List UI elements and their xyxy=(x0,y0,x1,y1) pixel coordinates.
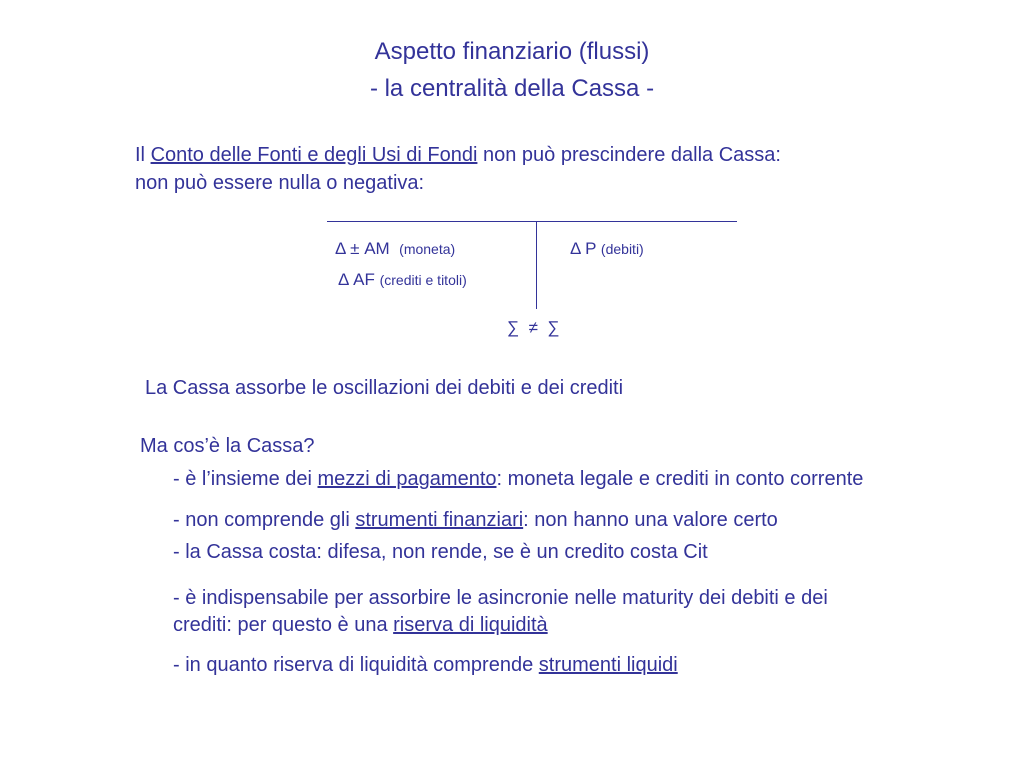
bullet-strumenti-suffix: : non hanno una valore certo xyxy=(523,509,778,531)
bullet-indispensabile-line1: - è indispensabile per assorbire le asincronie nelle maturity dei debiti e dei xyxy=(173,587,828,609)
intro-line1 xyxy=(135,143,781,167)
bullet-costo: - la Cassa costa: difesa, non rende, se è un credito costa Cit xyxy=(173,541,708,563)
bullet-indispensabile-line2 xyxy=(173,613,548,637)
slide-title-line1: Aspetto finanziario (flussi) xyxy=(374,38,650,65)
absorbs-statement: La Cassa assorbe le oscillazioni dei debiti e dei crediti xyxy=(145,377,624,399)
delta-am-note: (moneta) xyxy=(399,241,456,257)
intro-suffix: non può prescindere dalla Cassa: xyxy=(477,144,781,166)
bullet-mezzi-suffix: : moneta legale e crediti in conto corrente xyxy=(496,468,864,490)
bullet-mezzi-prefix: - è l’insieme dei xyxy=(173,468,318,490)
bullet-riserva-prefix: - in quanto riserva di liquidità comprende xyxy=(173,654,539,676)
delta-p-note: (debiti) xyxy=(600,241,644,257)
mezzi-pagamento-link[interactable]: mezzi di pagamento xyxy=(317,468,497,490)
riserva-liquidita-link[interactable]: riserva di liquidità xyxy=(393,614,548,636)
taccount-left-row2 xyxy=(338,269,467,291)
bullet-indispensabile-prefix: crediti: per questo è una xyxy=(173,614,394,636)
bullet-strumenti-prefix: - non comprende gli xyxy=(173,509,356,531)
bullet-mezzi xyxy=(173,467,863,491)
intro-line2: non può essere nulla o negativa: xyxy=(135,172,425,194)
taccount-right-row1 xyxy=(570,238,644,260)
bullet-strumenti xyxy=(173,508,778,532)
strumenti-finanziari-link[interactable]: strumenti finanziari xyxy=(355,509,524,531)
strumenti-liquidi-link[interactable]: strumenti liquidi xyxy=(538,654,678,676)
delta-af-note: (crediti e titoli) xyxy=(379,272,467,288)
taccount-top-rule xyxy=(327,221,737,222)
intro-prefix: Il xyxy=(135,144,151,166)
delta-am-symbol: Δ ± AM xyxy=(335,239,390,258)
sum-inequality: ∑ ≠ ∑ xyxy=(507,318,560,337)
slide-title-line2: - la centralità della Cassa - xyxy=(369,75,655,102)
question-heading: Ma cos’è la Cassa? xyxy=(140,435,315,457)
bullet-riserva xyxy=(173,653,678,677)
conto-fonti-link[interactable]: Conto delle Fonti e degli Usi di Fondi xyxy=(150,144,478,166)
delta-p-symbol: Δ P xyxy=(570,239,597,258)
taccount-divider xyxy=(536,221,537,309)
delta-af-symbol: Δ AF xyxy=(338,270,375,289)
taccount-left-row1 xyxy=(335,238,455,260)
